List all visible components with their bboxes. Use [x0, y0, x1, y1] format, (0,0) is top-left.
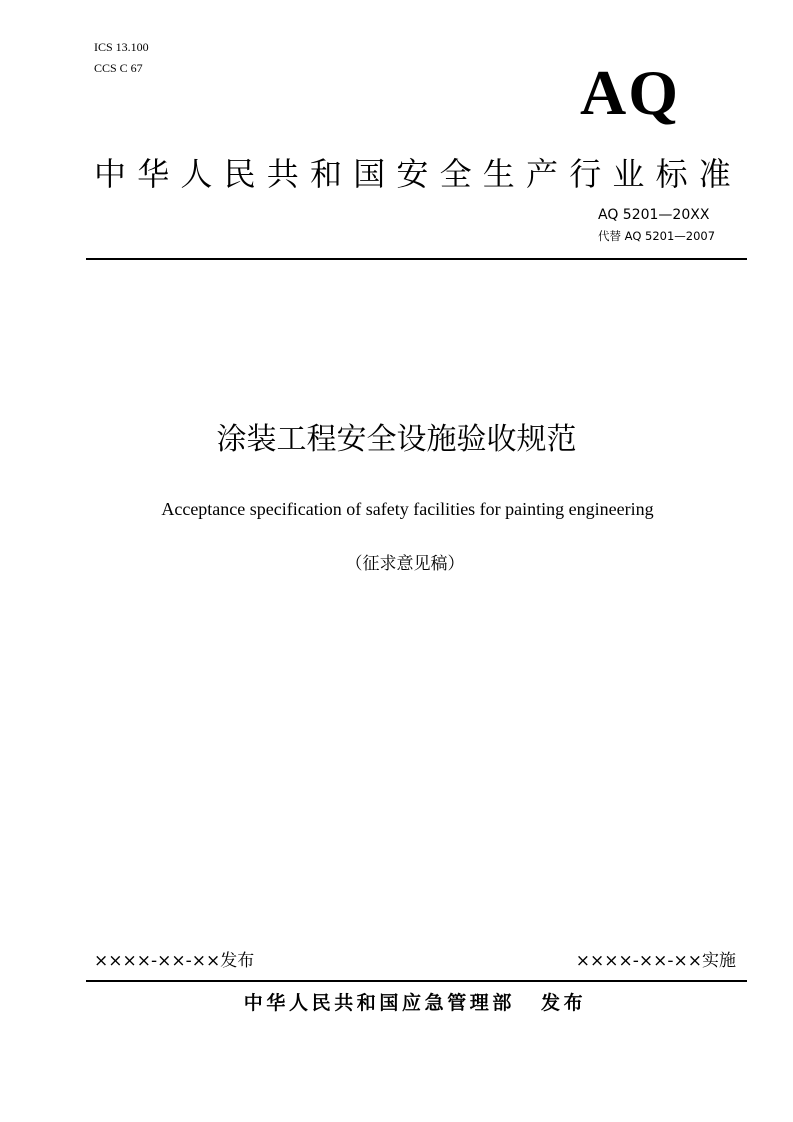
issuer-action: 发布 [541, 992, 587, 1014]
ccs-code: CCS C 67 [94, 61, 143, 75]
header-divider [86, 258, 747, 260]
draft-status: （征求意见稿） [345, 554, 465, 573]
issuer-name: 中华人民共和国应急管理部 [243, 992, 515, 1014]
issue-date: ××××-××-××发布 [94, 951, 255, 971]
document-title-cn: 涂装工程安全设施验收规范 [216, 422, 577, 457]
aq-logo: AQ [580, 57, 680, 128]
replaces-standard: 代替 AQ 5201—2007 [598, 229, 716, 243]
document-title-en: Acceptance specification of safety facilities for painting engineering [161, 499, 654, 519]
implementation-date: ××××-××-××实施 [575, 951, 736, 971]
standard-number: AQ 5201—20XX [598, 207, 710, 223]
standard-category-title: 中华人民共和国安全生产行业标准 [94, 155, 743, 193]
issuer-line [0, 990, 793, 1016]
ics-code: ICS 13.100 [94, 40, 149, 54]
footer-divider [86, 980, 747, 982]
